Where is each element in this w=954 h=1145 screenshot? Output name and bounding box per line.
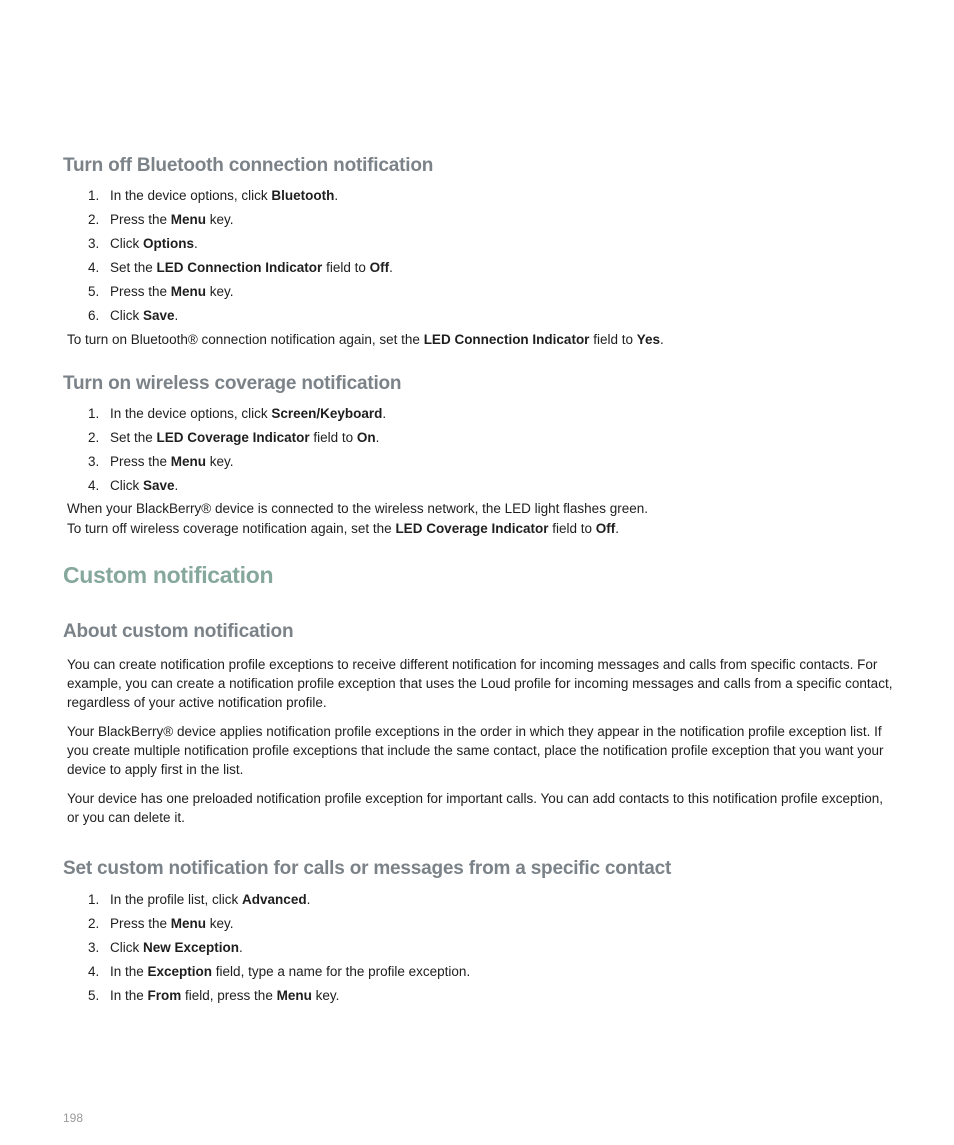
text: Click xyxy=(110,308,143,323)
paragraph-1: You can create notification profile exceptions to receive different notification for incoming messages and calls from specific contacts. For example, you can create a notification profile exception that uses the Loud profile for incoming messages and calls from a specific contact, regardless of your active notification profile. xyxy=(67,657,893,710)
text: In the xyxy=(110,964,148,979)
text: field to xyxy=(548,521,596,536)
heading-coverage: Turn on wireless coverage notification xyxy=(63,373,402,394)
step-number: 2. xyxy=(88,212,100,227)
step-number: 5. xyxy=(88,988,100,1003)
step-text xyxy=(110,963,470,987)
step-text xyxy=(110,307,178,331)
text: key. xyxy=(206,916,234,931)
paragraph-3: Your device has one preloaded notification profile exception for important calls. You can add contacts to this notification profile exception, or you can delete it. xyxy=(67,791,884,825)
note-bluetooth xyxy=(67,330,664,350)
text: . xyxy=(239,940,243,955)
ui-term: LED Connection Indicator xyxy=(156,260,323,275)
ui-term: Menu xyxy=(276,988,312,1003)
text: . xyxy=(660,332,664,347)
text: Press the xyxy=(110,284,171,299)
step-text xyxy=(110,453,234,477)
step-text xyxy=(110,211,234,235)
heading-set-custom: Set custom notification for calls or messages from a specific contact xyxy=(63,858,672,879)
step-number: 3. xyxy=(88,236,100,251)
text: Press the xyxy=(110,454,171,469)
text: Press the xyxy=(110,212,171,227)
ui-term: Off xyxy=(595,521,616,536)
step-text xyxy=(110,987,339,1011)
ui-term: Menu xyxy=(170,454,207,469)
ui-term: Menu xyxy=(170,916,207,931)
text: To turn off wireless coverage notification again, set the xyxy=(67,521,396,536)
heading-about-custom: About custom notification xyxy=(63,621,294,642)
text: . xyxy=(375,430,380,445)
step-number: 1. xyxy=(88,188,100,203)
ui-term: Yes xyxy=(636,332,661,347)
text: . xyxy=(194,236,198,251)
step-item xyxy=(88,235,393,259)
step-number: 3. xyxy=(88,454,100,469)
title-custom-notification: Custom notification xyxy=(63,562,274,588)
step-item xyxy=(88,429,386,453)
step-item xyxy=(88,453,386,477)
text: Set the xyxy=(110,260,157,275)
step-number: 2. xyxy=(88,916,100,931)
text: field to xyxy=(589,332,637,347)
step-number: 4. xyxy=(88,478,100,493)
step-item xyxy=(88,939,470,963)
text: key. xyxy=(206,284,234,299)
text: Press the xyxy=(110,916,171,931)
step-number: 5. xyxy=(88,284,100,299)
text: Click xyxy=(110,478,143,493)
step-number: 3. xyxy=(88,940,100,955)
step-item xyxy=(88,477,386,501)
step-item xyxy=(88,915,470,939)
step-number: 4. xyxy=(88,964,100,979)
step-text xyxy=(110,915,234,939)
step-text xyxy=(110,477,178,501)
text: . xyxy=(174,478,179,493)
step-item xyxy=(88,283,393,307)
step-item xyxy=(88,259,393,283)
step-item xyxy=(88,891,470,915)
step-text xyxy=(110,939,243,963)
ui-term: New Exception xyxy=(143,940,240,955)
step-item xyxy=(88,987,470,1011)
ui-term: Advanced xyxy=(242,892,307,907)
text: . xyxy=(615,521,620,536)
step-text xyxy=(110,891,310,915)
step-text xyxy=(110,405,386,429)
step-number: 2. xyxy=(88,430,100,445)
note-coverage-1: When your BlackBerry® device is connected to the wireless network, the LED light flashes green. xyxy=(67,501,648,516)
text: Click xyxy=(110,236,143,251)
text: field, type a name for the profile exception. xyxy=(212,964,471,979)
ui-term: From xyxy=(147,988,182,1003)
ui-term: Menu xyxy=(170,212,207,227)
ui-term: Exception xyxy=(147,964,213,979)
step-number: 4. xyxy=(88,260,100,275)
text: . xyxy=(389,260,393,275)
step-text xyxy=(110,187,338,211)
note-coverage-2 xyxy=(67,519,619,539)
step-text xyxy=(110,429,379,453)
step-item xyxy=(88,187,393,211)
text: Set the xyxy=(110,430,157,445)
text: In the xyxy=(110,988,148,1003)
ui-term: Options xyxy=(143,236,194,251)
steps-set-custom xyxy=(88,891,470,1011)
text: . xyxy=(334,188,339,203)
step-number: 6. xyxy=(88,308,100,323)
text: Click xyxy=(110,940,143,955)
step-item xyxy=(88,963,470,987)
text: . xyxy=(306,892,311,907)
ui-term: Screen/Keyboard xyxy=(271,406,383,421)
step-text xyxy=(110,235,198,259)
step-text xyxy=(110,259,393,283)
ui-term: Bluetooth xyxy=(271,188,335,203)
text: In the device options, click xyxy=(110,188,272,203)
text: . xyxy=(382,406,387,421)
ui-term: Off xyxy=(369,260,390,275)
ui-term: LED Coverage Indicator xyxy=(395,521,549,536)
text: To turn on Bluetooth® connection notification again, set the xyxy=(67,332,424,347)
steps-coverage xyxy=(88,405,386,501)
text: key. xyxy=(311,988,340,1003)
page-number: 198 xyxy=(63,1111,84,1125)
steps-bluetooth xyxy=(88,187,393,331)
text: field to xyxy=(309,430,357,445)
step-number: 1. xyxy=(88,892,100,907)
ui-term: Menu xyxy=(170,284,207,299)
paragraph-2: Your BlackBerry® device applies notification profile exceptions in the order in which they appear in the notification profile exception list. If you create multiple notification profile exceptions that include the same contact, place the notification profile exception that you want your device to apply first in the list. xyxy=(67,724,884,777)
text: In the profile list, click xyxy=(110,892,243,907)
text: . xyxy=(174,308,179,323)
heading-bluetooth: Turn off Bluetooth connection notification xyxy=(63,155,434,176)
text: key. xyxy=(206,454,234,469)
ui-term: Save xyxy=(143,478,175,493)
ui-term: LED Connection Indicator xyxy=(423,332,590,347)
step-item xyxy=(88,405,386,429)
step-number: 1. xyxy=(88,406,100,421)
text: field to xyxy=(322,260,370,275)
ui-term: Save xyxy=(143,308,175,323)
ui-term: LED Coverage Indicator xyxy=(156,430,310,445)
ui-term: On xyxy=(356,430,376,445)
step-item xyxy=(88,211,393,235)
text: field, press the xyxy=(181,988,277,1003)
step-text xyxy=(110,283,234,307)
text: key. xyxy=(206,212,234,227)
step-item xyxy=(88,307,393,331)
text: In the device options, click xyxy=(110,406,272,421)
